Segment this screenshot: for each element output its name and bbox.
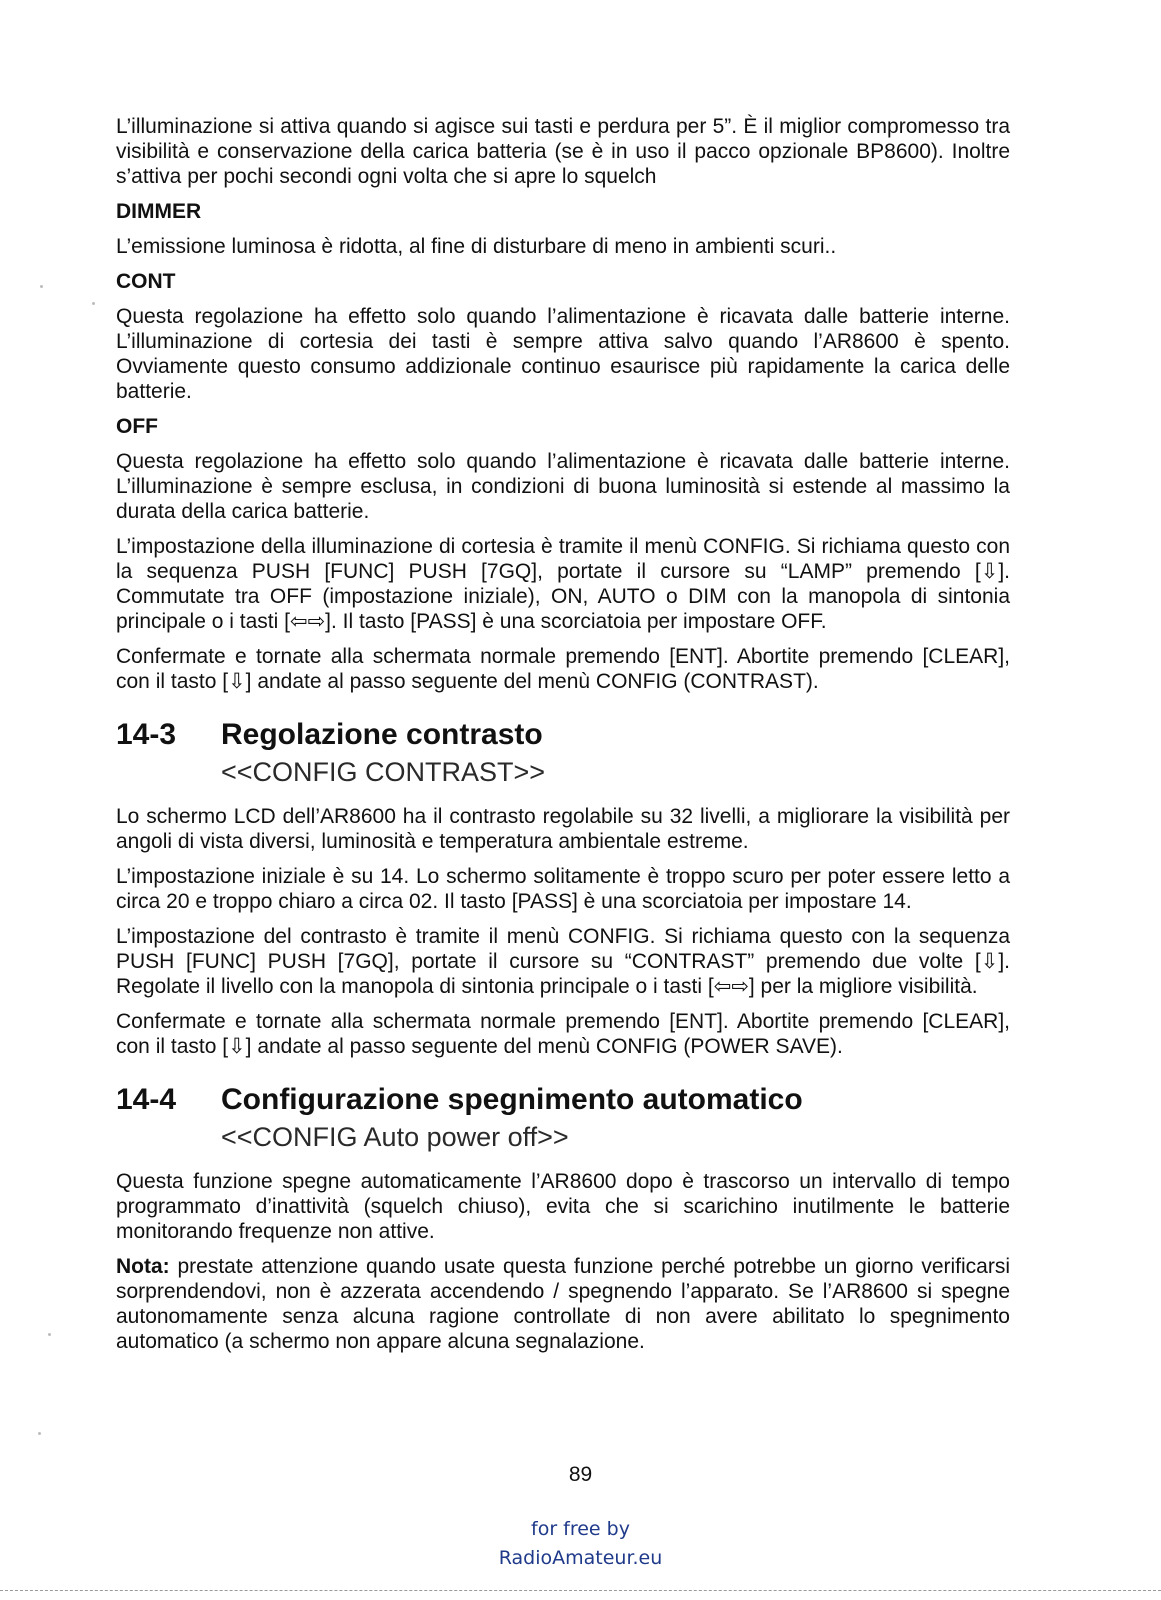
contrast-paragraph-1: Lo schermo LCD dell’AR8600 ha il contrasto regolabile su 32 livelli, a migliorare la visibilità per angoli di vista diversi, luminosità e temperatura ambientale estreme.: [116, 805, 1010, 853]
contrast-paragraph-3: L’impostazione del contrasto è tramite il menù CONFIG. Si richiama questo con la sequenza PUSH [FUNC] PUSH [7GQ], portate il cursore su “CONTRAST” premendo due volte [⇩]. Regolate il livello con la manopola di sintonia principale o i tasti [⇦⇨] per la migliore visibilità.: [116, 925, 1010, 998]
dimmer-text: L’emissione luminosa è ridotta, al fine di disturbare di meno in ambienti scuri..: [116, 235, 837, 258]
auto-off-paragraph: Questa funzione spegne automaticamente l’AR8600 dopo è trascorso un intervallo di tempo programmato d’inattività (squelch chiuso), evita che si scarichino inutilmente le batterie monitorando frequenze non attive.: [116, 1170, 1010, 1243]
section-subtitle: <<CONFIG Auto power off>>: [221, 1122, 569, 1152]
page-number: 89: [568, 1463, 593, 1486]
scan-speck: [92, 302, 95, 305]
scan-speck: [48, 1333, 51, 1336]
lamp-confirm-paragraph: Confermate e tornate alla schermata normale premendo [ENT]. Abortite premendo [CLEAR], con il tasto [⇩] andate al passo seguente del menù CONFIG (CONTRAST).: [116, 645, 1010, 693]
contrast-paragraph-2: L’impostazione iniziale è su 14. Lo schermo solitamente è troppo scuro per poter essere letto a circa 20 e troppo chiaro a circa 02. Il tasto [PASS] è una scorciatoia per impostare 14.: [116, 865, 1010, 913]
lamp-setting-paragraph: L’impostazione della illuminazione di cortesia è tramite il menù CONFIG. Si richiama questo con la sequenza PUSH [FUNC] PUSH [7GQ], portate il cursore su “LAMP” premendo [⇩]. Commutate tra OFF (impostazione iniziale), ON, AUTO o DIM con la manopola di sintonia principale o i tasti [⇦⇨]. Il tasto [PASS] è una scorciatoia per impostare OFF.: [116, 535, 1010, 633]
section-title: Regolazione contrasto: [221, 718, 543, 751]
off-label: OFF: [116, 415, 158, 438]
section-heading-14-3: [116, 716, 1010, 794]
note-label: Nota:: [116, 1255, 170, 1278]
off-text: Questa regolazione ha effetto solo quando l’alimentazione è ricavata dalle batterie interne. L’illuminazione è sempre esclusa, in condizioni di buona luminosità si estende al massimo la durata della carica batterie.: [116, 450, 1010, 523]
dimmer-label: DIMMER: [116, 200, 202, 223]
section-subtitle: <<CONFIG CONTRAST>>: [221, 757, 546, 787]
document-page: [116, 114, 1010, 1354]
cont-label: CONT: [116, 270, 176, 293]
section-title: Configurazione spegnimento automatico: [221, 1083, 803, 1116]
scan-speck: [40, 285, 43, 288]
footer-line-2: RadioAmateur.eu: [498, 1547, 663, 1569]
scan-bottom-edge: [0, 1590, 1161, 1592]
scan-speck: [38, 1432, 41, 1435]
section-heading-14-4: [116, 1081, 1010, 1159]
footer-line-1: for free by: [531, 1518, 630, 1540]
cont-text: Questa regolazione ha effetto solo quando l’alimentazione è ricavata dalle batterie interne. L’illuminazione di cortesia dei tasti è sempre attiva salvo quando l’AR8600 è spento. Ovviamente questo consumo addizionale continuo esaurisce più rapidamente la carica delle batterie.: [116, 305, 1010, 403]
note-paragraph: [116, 1254, 1010, 1354]
intro-paragraph: L’illuminazione si attiva quando si agisce sui tasti e perdura per 5”. È il miglior compromesso tra visibilità e conservazione della carica batteria (se è in uso il pacco opzionale BP8600). Inoltre s’attiva per pochi secondi ogni volta che si apre lo squelch: [116, 115, 1010, 188]
section-number: 14-4: [116, 1083, 177, 1116]
note-text: prestate attenzione quando usate questa funzione perché potrebbe un giorno verificarsi sorprendendovi, non è azzerata accendendo / spegnendo l’apparato. Se l’AR8600 si spegne autonomamente senza alcuna ragione controllate di non avere abilitato lo spegnimento automatico (a schermo non appare alcuna segnalazione.: [116, 1255, 1010, 1353]
section-number: 14-3: [116, 718, 177, 751]
contrast-paragraph-4: Confermate e tornate alla schermata normale premendo [ENT]. Abortite premendo [CLEAR], con il tasto [⇩] andate al passo seguente del menù CONFIG (POWER SAVE).: [116, 1010, 1010, 1058]
